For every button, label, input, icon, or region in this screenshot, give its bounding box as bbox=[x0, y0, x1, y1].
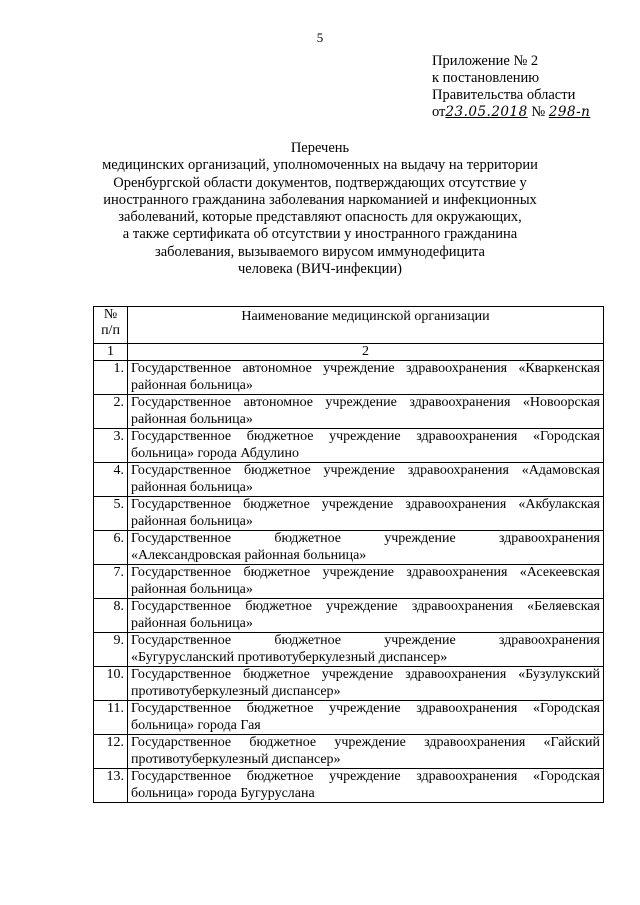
organization-name-line-2: противотуберкулезный диспансер» bbox=[131, 751, 341, 767]
organization-name bbox=[128, 429, 604, 463]
organization-name bbox=[128, 463, 604, 497]
handwritten-number: 298-п bbox=[548, 104, 591, 120]
table-row bbox=[94, 599, 604, 633]
table-row bbox=[94, 463, 604, 497]
title-line-1: Перечень bbox=[290, 140, 350, 156]
organization-name bbox=[128, 633, 604, 667]
organization-name bbox=[128, 395, 604, 429]
organization-name-line-2: районная больница» bbox=[131, 513, 253, 529]
organization-name-line-1: Государственное бюджетное учреждение здравоохранения «Асекеевская bbox=[131, 565, 600, 580]
organization-name-line-2: районная больница» bbox=[131, 479, 253, 495]
organization-name bbox=[128, 667, 604, 701]
table-row bbox=[94, 701, 604, 735]
organization-name bbox=[128, 531, 604, 565]
organization-name-line-2: «Александровская районная больница» bbox=[131, 547, 367, 563]
date-prefix: от bbox=[432, 104, 446, 120]
organization-name bbox=[128, 769, 604, 803]
row-number: 3. bbox=[94, 429, 128, 463]
title-line-5: заболеваний, которые представляют опасность для окружающих, bbox=[118, 209, 522, 226]
row-number: 7. bbox=[94, 565, 128, 599]
organization-name-line-1: Государственное бюджетное учреждение здравоохранения «Гайский bbox=[131, 735, 600, 750]
row-number: 8. bbox=[94, 599, 128, 633]
row-number: 1. bbox=[94, 361, 128, 395]
appendix-block bbox=[432, 53, 590, 121]
organization-name-line-1: Государственное бюджетное учреждение здравоохранения «Городская bbox=[131, 701, 600, 716]
organization-name bbox=[128, 735, 604, 769]
header-num-line-1: № bbox=[103, 307, 118, 322]
row-number: 9. bbox=[94, 633, 128, 667]
organization-name-line-1: Государственное бюджетное учреждение здравоохранения «Городская bbox=[131, 429, 600, 444]
organization-name-line-2: районная больница» bbox=[131, 377, 253, 393]
title-line-4: иностранного гражданина заболевания наркоманией и инфекционных bbox=[103, 191, 537, 208]
organization-name-line-1: Государственное бюджетное учреждение здравоохранения «Городская bbox=[131, 769, 600, 784]
index-col-1: 1 bbox=[94, 344, 128, 361]
row-number: 6. bbox=[94, 531, 128, 565]
title-line-2: медицинских организаций, уполномоченных на выдачу на территории bbox=[102, 157, 538, 174]
document-title bbox=[0, 140, 640, 278]
organization-name-line-1: Государственное автономное учреждение здравоохранения «Кваркенская bbox=[131, 361, 600, 376]
table-row bbox=[94, 497, 604, 531]
organization-name-line-1: Государственное бюджетное учреждение здравоохранения «Акбулакская bbox=[131, 497, 600, 512]
organization-name-line-2: «Бугурусланский противотуберкулезный диспансер» bbox=[131, 649, 448, 665]
table-row bbox=[94, 395, 604, 429]
table-row bbox=[94, 735, 604, 769]
organization-name bbox=[128, 701, 604, 735]
organization-name-line-2: больница» города Абдулино bbox=[131, 445, 299, 461]
appendix-date-line bbox=[432, 104, 590, 121]
organization-name-line-1: Государственное бюджетное учреждение здравоохранения bbox=[131, 633, 600, 648]
organization-name bbox=[128, 361, 604, 395]
number-sign: № bbox=[531, 104, 546, 120]
organization-name-line-2: противотуберкулезный диспансер» bbox=[131, 683, 341, 699]
table-row bbox=[94, 531, 604, 565]
organization-name-line-1: Государственное бюджетное учреждение здравоохранения «Бузулукский bbox=[131, 667, 600, 682]
appendix-line-1: Приложение № 2 bbox=[432, 53, 539, 69]
table-row bbox=[94, 769, 604, 803]
title-line-6: а также сертификата об отсутствии у иностранного гражданина bbox=[122, 226, 518, 243]
appendix-line-3: Правительства области bbox=[432, 87, 576, 103]
organization-name bbox=[128, 599, 604, 633]
table-row bbox=[94, 667, 604, 701]
row-number: 5. bbox=[94, 497, 128, 531]
row-number: 10. bbox=[94, 667, 128, 701]
table-row bbox=[94, 565, 604, 599]
page-number: 5 bbox=[316, 30, 324, 45]
row-number: 2. bbox=[94, 395, 128, 429]
organization-name-line-2: больница» города Гая bbox=[131, 717, 261, 733]
table-index-row bbox=[94, 344, 604, 361]
organization-name-line-2: районная больница» bbox=[131, 581, 253, 597]
organization-name-line-2: районная больница» bbox=[131, 411, 253, 427]
organization-name-line-1: Государственное бюджетное учреждение здравоохранения «Беляевская bbox=[131, 599, 600, 614]
header-name: Наименование медицинской организации bbox=[128, 307, 604, 344]
organization-name-line-1: Государственное бюджетное учреждение здравоохранения bbox=[131, 531, 600, 546]
title-line-8: человека (ВИЧ-инфекции) bbox=[237, 261, 403, 278]
index-col-2: 2 bbox=[128, 344, 604, 361]
row-number: 12. bbox=[94, 735, 128, 769]
organization-name-line-1: Государственное автономное учреждение здравоохранения «Новоорская bbox=[131, 395, 600, 410]
title-line-3: Оренбургской области документов, подтверждающих отсутствие у bbox=[113, 174, 527, 191]
row-number: 13. bbox=[94, 769, 128, 803]
title-line-7: заболевания, вызываемого вирусом иммунодефицита bbox=[155, 243, 485, 260]
handwritten-date: 23.05.2018 bbox=[445, 104, 528, 120]
organization-name bbox=[128, 497, 604, 531]
row-number: 4. bbox=[94, 463, 128, 497]
organizations-table bbox=[93, 306, 604, 803]
table-row bbox=[94, 361, 604, 395]
organization-name-line-2: районная больница» bbox=[131, 615, 253, 631]
appendix-line-2: к постановлению bbox=[432, 70, 540, 86]
row-number: 11. bbox=[94, 701, 128, 735]
header-num-line-2: п/п bbox=[101, 323, 120, 338]
organization-name bbox=[128, 565, 604, 599]
organization-name-line-1: Государственное бюджетное учреждение здравоохранения «Адамовская bbox=[131, 463, 600, 478]
table-header-row bbox=[94, 307, 604, 344]
table-row bbox=[94, 429, 604, 463]
table-row bbox=[94, 633, 604, 667]
header-num bbox=[94, 307, 128, 344]
organization-name-line-2: больница» города Бугуруслана bbox=[131, 785, 315, 801]
